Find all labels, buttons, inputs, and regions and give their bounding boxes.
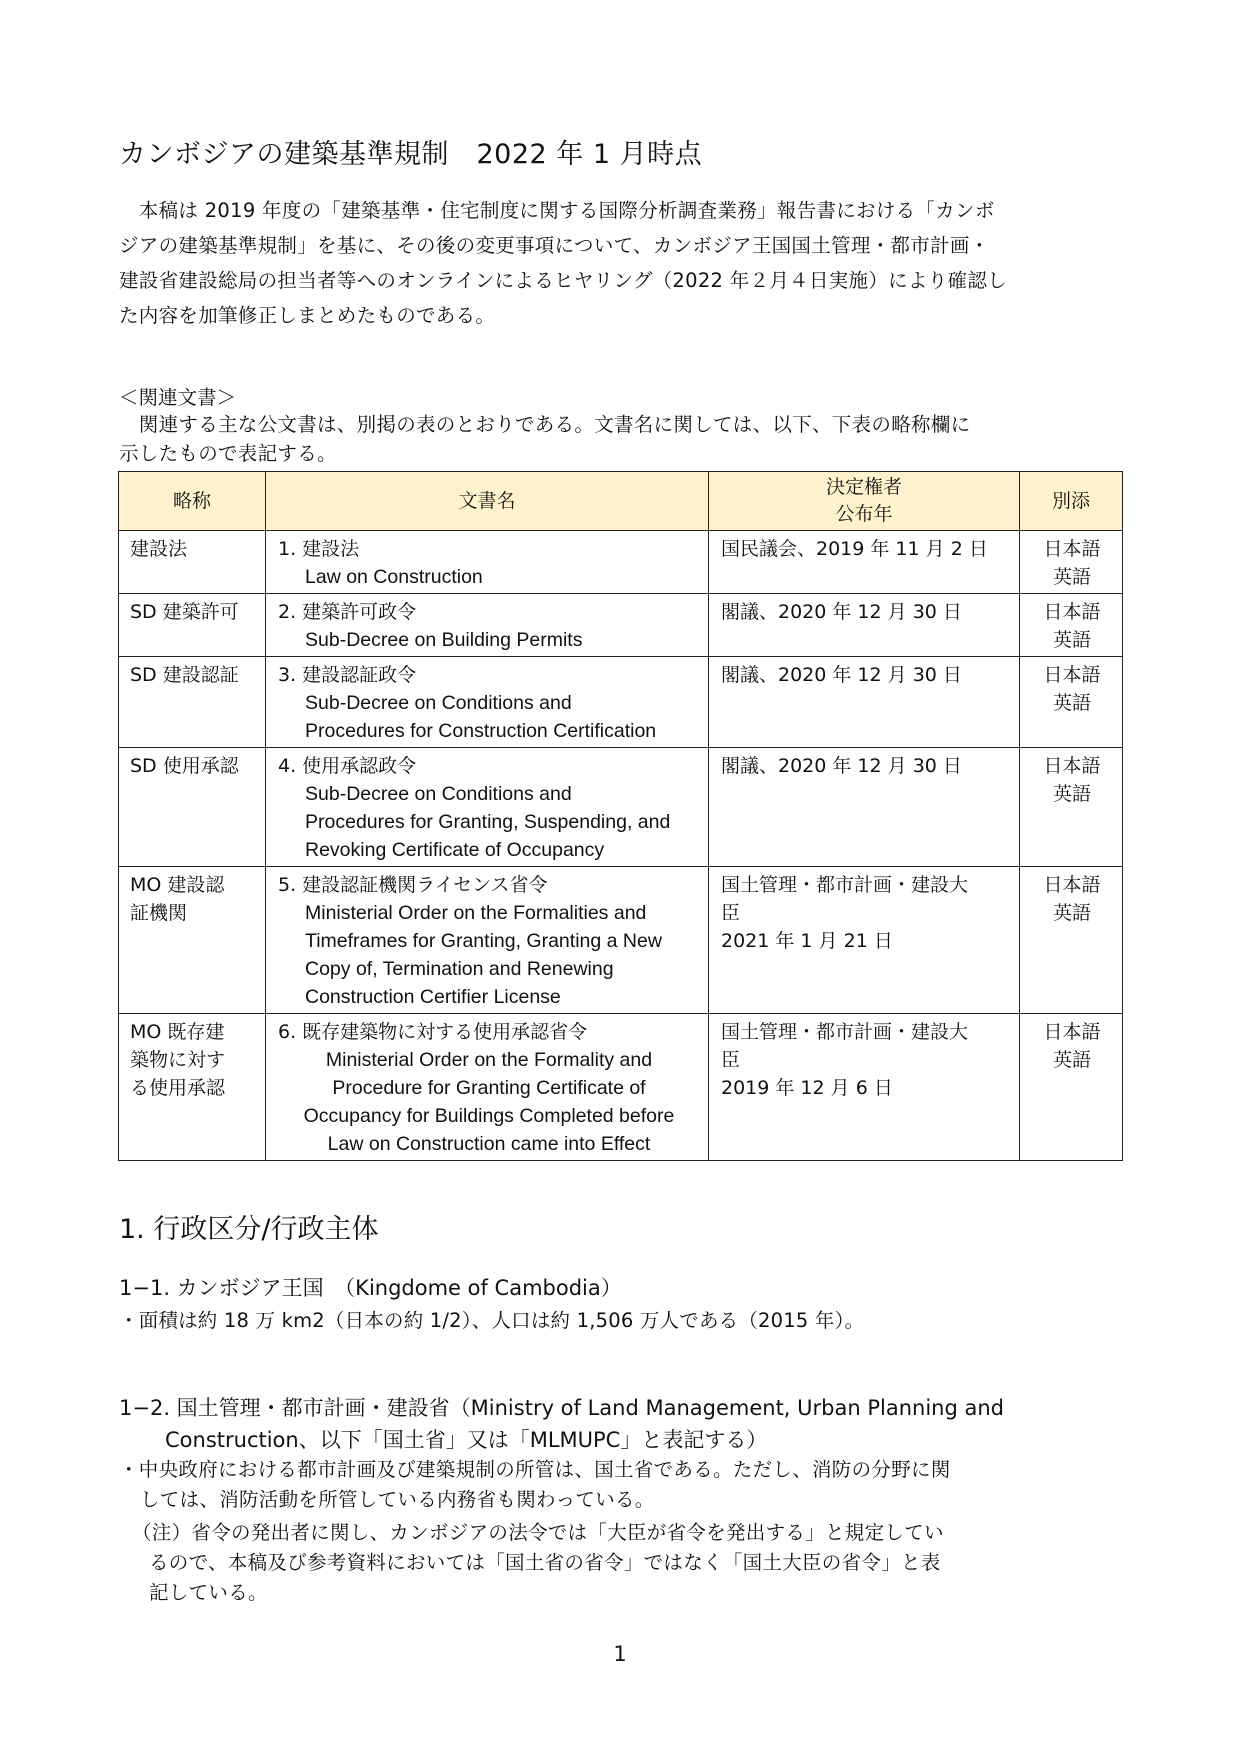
cell-abbr	[119, 594, 266, 657]
cell-attach-line: 日本語	[1043, 538, 1101, 560]
cell-doc	[266, 594, 709, 657]
cell-abbr-line: SD 建設認証	[130, 664, 239, 686]
cell-abbr	[119, 867, 266, 1014]
doc-title-jp: 6. 既存建築物に対する使用承認省令	[278, 1021, 588, 1043]
doc-title-jp: 3. 建設認証政令	[278, 664, 417, 686]
header-doc: 文書名	[266, 472, 709, 531]
cell-doc	[266, 1014, 709, 1161]
related-docs-line: 示したもので表記する。	[119, 442, 337, 465]
header-authority-line2: 公布年	[835, 503, 893, 525]
intro-line: 本稿は 2019 年度の「建築基準・住宅制度に関する国際分析調査業務」報告書における「カンボ	[119, 199, 995, 222]
table-row	[119, 748, 1123, 867]
doc-title-en: Procedures for Construction Certification	[305, 720, 657, 742]
doc-title-en: Ministerial Order on the Formalities and	[305, 902, 647, 924]
doc-title-en: Procedure for Granting Certificate of	[332, 1077, 646, 1099]
cell-abbr-line: SD 建築許可	[130, 601, 239, 623]
cell-authority-line: 2021 年 1 月 21 日	[721, 930, 893, 952]
cell-doc	[266, 867, 709, 1014]
doc-title-en: Construction Certifier License	[305, 986, 561, 1008]
page-number: 1	[613, 1642, 627, 1666]
related-docs-heading: ＜関連文書＞	[119, 386, 237, 409]
table-row	[119, 1014, 1123, 1161]
cell-attach-line: 英語	[1052, 629, 1091, 651]
doc-title-en: Law on Construction	[305, 566, 483, 588]
doc-title-jp: 5. 建設認証機関ライセンス省令	[278, 874, 548, 896]
doc-title-en: Sub-Decree on Conditions and	[305, 692, 572, 714]
doc-title-jp: 2. 建築許可政令	[278, 601, 417, 623]
cell-abbr	[119, 1014, 266, 1161]
cell-authority-line: 臣	[721, 902, 741, 924]
cell-attach	[1020, 748, 1123, 867]
note-line: るので、本稿及び参考資料においては「国土省の省令」ではなく「国土大臣の省令」と表	[149, 1551, 941, 1574]
intro-line: ジアの建築基準規制」を基に、その後の変更事項について、カンボジア王国国土管理・都市計画・	[119, 234, 990, 257]
doc-title-en: Revoking Certificate of Occupancy	[305, 839, 605, 861]
cell-authority	[709, 748, 1020, 867]
section-1-2-bullet	[119, 1455, 1129, 1515]
bullet-line: しては、消防活動を所管している内務省も関わっている。	[140, 1488, 655, 1511]
cell-authority-line: 閣議、2020 年 12 月 30 日	[721, 601, 962, 623]
cell-doc	[266, 748, 709, 867]
header-authority-line1: 決定権者	[825, 476, 902, 498]
cell-authority-line: 国土管理・都市計画・建設大	[721, 1021, 969, 1043]
cell-attach-line: 日本語	[1043, 874, 1101, 896]
cell-attach-line: 英語	[1052, 1049, 1091, 1071]
table-row	[119, 531, 1123, 594]
bullet-line: ・中央政府における都市計画及び建築規制の所管は、国土省である。ただし、消防の分野に関	[119, 1458, 951, 1481]
cell-abbr-line: 建設法	[130, 538, 188, 560]
cell-abbr-line: 証機関	[130, 902, 188, 924]
cell-doc	[266, 531, 709, 594]
related-docs-text	[119, 410, 1119, 468]
cell-authority-line: 2019 年 12 月 6 日	[721, 1077, 893, 1099]
header-authority	[709, 472, 1020, 531]
cell-abbr-line: SD 使用承認	[130, 755, 239, 777]
doc-title-jp: 4. 使用承認政令	[278, 755, 417, 777]
note-line: （注）省令の発出者に関し、カンボジアの法令では「大臣が省令を発出する」と規定してい	[132, 1521, 944, 1544]
header-abbr: 略称	[119, 472, 266, 531]
doc-title-jp: 1. 建設法	[278, 538, 360, 560]
cell-attach-line: 日本語	[1043, 755, 1101, 777]
cell-attach	[1020, 657, 1123, 748]
cell-attach	[1020, 594, 1123, 657]
related-docs-line: 関連する主な公文書は、別掲の表のとおりである。文書名に関しては、以下、下表の略称欄に	[119, 413, 971, 436]
cell-abbr-line: 築物に対す	[130, 1049, 226, 1071]
doc-title-en: Sub-Decree on Building Permits	[305, 629, 583, 651]
table-body	[119, 531, 1123, 1161]
cell-abbr	[119, 657, 266, 748]
cell-authority-line: 国土管理・都市計画・建設大	[721, 874, 969, 896]
cell-authority	[709, 657, 1020, 748]
table-row	[119, 594, 1123, 657]
cell-attach	[1020, 867, 1123, 1014]
cell-authority-line: 臣	[721, 1049, 741, 1071]
section-1-2-heading-cont: Construction、以下「国土省」又は「MLMUPC」と表記する）	[165, 1428, 768, 1452]
intro-paragraph	[119, 193, 1119, 333]
doc-title-en: Procedures for Granting, Suspending, and	[305, 811, 671, 833]
header-attach: 別添	[1020, 472, 1123, 531]
cell-attach-line: 日本語	[1043, 1021, 1101, 1043]
cell-abbr-line: る使用承認	[130, 1077, 226, 1099]
cell-authority-line: 閣議、2020 年 12 月 30 日	[721, 755, 962, 777]
cell-attach	[1020, 1014, 1123, 1161]
intro-line: た内容を加筆修正しまとめたものである。	[119, 304, 496, 327]
related-docs-table	[118, 471, 1123, 1161]
doc-title-en: Occupancy for Buildings Completed before	[303, 1105, 675, 1127]
cell-authority	[709, 531, 1020, 594]
table-row	[119, 867, 1123, 1014]
cell-abbr-line: MO 建設認	[130, 874, 225, 896]
cell-abbr-line: MO 既存建	[130, 1021, 225, 1043]
cell-attach-line: 英語	[1052, 692, 1091, 714]
table-header-row	[119, 472, 1123, 531]
cell-attach-line: 英語	[1052, 783, 1091, 805]
cell-attach-line: 日本語	[1043, 664, 1101, 686]
cell-attach-line: 英語	[1052, 566, 1091, 588]
cell-attach	[1020, 531, 1123, 594]
cell-doc	[266, 657, 709, 748]
cell-authority	[709, 594, 1020, 657]
doc-title-en: Ministerial Order on the Formality and	[325, 1049, 653, 1071]
section-1-1-heading: 1−1. カンボジア王国 （Kingdome of Cambodia）	[119, 1276, 622, 1300]
section-1-2-heading: 1−2. 国土管理・都市計画・建設省（Ministry of Land Management, Urban Planning and	[119, 1396, 1004, 1420]
section-1-2-note	[132, 1518, 1132, 1608]
cell-abbr	[119, 748, 266, 867]
cell-attach-line: 英語	[1052, 902, 1091, 924]
cell-abbr	[119, 531, 266, 594]
intro-line: 建設省建設総局の担当者等へのオンラインによるヒヤリング（2022 年２月４日実施）により確認し	[119, 269, 1007, 292]
cell-authority	[709, 867, 1020, 1014]
cell-authority-line: 閣議、2020 年 12 月 30 日	[721, 664, 962, 686]
doc-title-en: Sub-Decree on Conditions and	[305, 783, 572, 805]
page-title: カンボジアの建築基準規制 2022 年 1 月時点	[119, 139, 703, 170]
note-line: 記している。	[149, 1581, 268, 1604]
cell-attach-line: 日本語	[1043, 601, 1101, 623]
table-row	[119, 657, 1123, 748]
section-1-1-text: ・面積は約 18 万 km2（日本の約 1/2）、人口は約 1,506 万人である（2015 年）。	[119, 1309, 865, 1332]
doc-title-en: Law on Construction came into Effect	[327, 1133, 651, 1155]
cell-authority	[709, 1014, 1020, 1161]
section-1-heading: 1. 行政区分/行政主体	[119, 1214, 379, 1245]
doc-title-en: Timeframes for Granting, Granting a New	[305, 930, 662, 952]
cell-authority-line: 国民議会、2019 年 11 月 2 日	[721, 538, 988, 560]
doc-title-en: Copy of, Termination and Renewing	[305, 958, 614, 980]
